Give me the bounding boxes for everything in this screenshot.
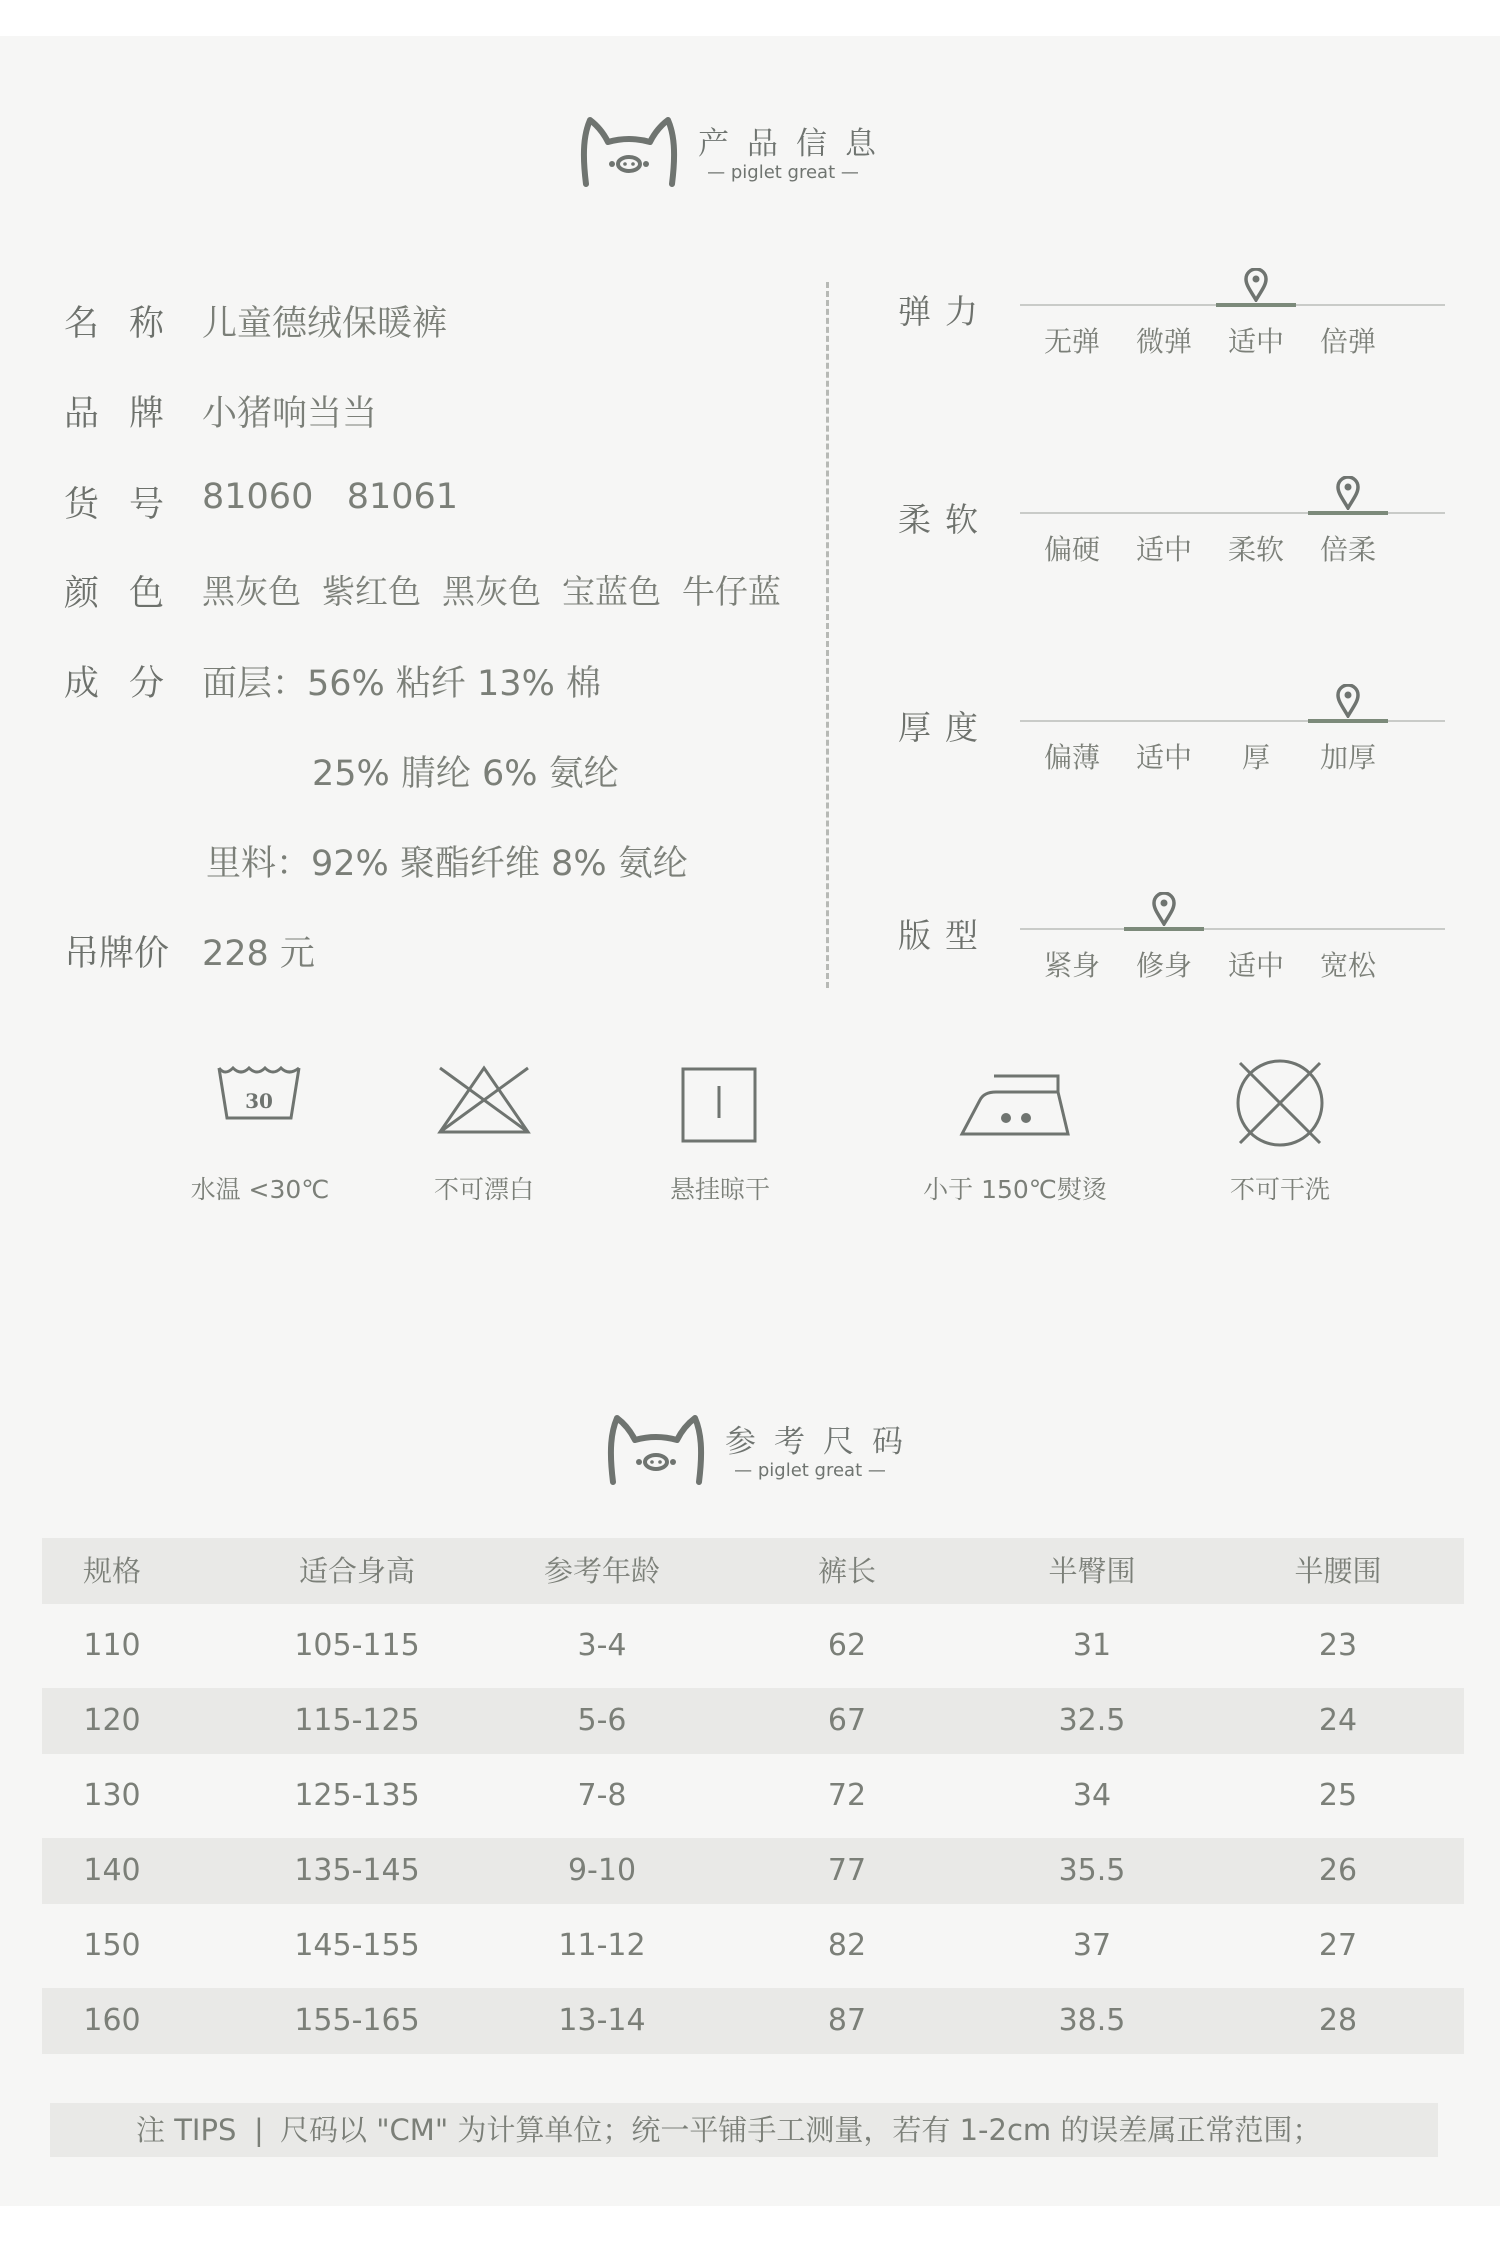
table-cell: 13-14 [558,2003,646,2038]
scale-selected-bar [1308,511,1388,515]
table-cell: 115-125 [294,1703,420,1738]
table-cell: 28 [1318,2003,1358,2038]
scale-option: 加厚 [1319,741,1376,774]
table-cell: 155-165 [294,2003,420,2038]
section-subtitle: — piglet great — [734,1460,886,1481]
care-no-dry-clean [1232,1055,1328,1151]
no-dry-clean-icon [1232,1055,1328,1151]
table-cell: 31 [1072,1628,1112,1663]
table-cell: 7-8 [577,1778,627,1813]
info-label: 货号 [64,485,195,525]
tips-bar [50,2103,1438,2157]
scale-option: 无弹 [1043,325,1100,358]
scale-selected-bar [1308,719,1388,723]
table-cell: 67 [827,1703,867,1738]
scale-option: 适中 [1227,325,1284,358]
table-cell: 32.5 [1058,1703,1126,1738]
table-cell: 26 [1318,1853,1358,1888]
location-pin-icon [1243,268,1269,302]
table-cell: 160 [83,2003,141,2038]
table-cell: 62 [827,1628,867,1663]
care-wash [215,1062,303,1122]
care-label: 水温 <30℃ [190,1175,330,1204]
info-value: 儿童德绒保暖裤 [202,304,448,344]
table-row [42,1763,1464,1829]
scale-option: 厚 [1241,741,1270,774]
section-subtitle: — piglet great — [707,162,859,183]
wash-30-icon [215,1062,303,1122]
care-label: 小于 150℃熨烫 [923,1175,1107,1204]
scale-selected-bar [1216,303,1296,307]
table-cell: 11-12 [558,1928,646,1963]
section-title: 产品信息 [698,126,894,162]
table-cell: 3-4 [577,1628,627,1663]
table-row [42,1613,1464,1679]
scale-option: 柔软 [1227,533,1284,566]
tips-text: 尺码以 "CM" 为计算单位；统一平铺手工测量，若有 1-2cm 的误差属正常范围； [280,2113,1322,2147]
scale-option: 紧身 [1043,949,1100,982]
scale-option: 倍柔 [1319,533,1376,566]
care-hang-dry [680,1066,758,1144]
table-header-cell: 规格 [82,1554,141,1588]
scale-label: 厚度 [898,708,992,747]
hang-dry-icon [680,1066,758,1144]
table-cell: 135-145 [294,1853,420,1888]
scale-selected-bar [1124,927,1204,931]
table-cell: 82 [827,1928,867,1963]
scale-option: 偏薄 [1043,741,1100,774]
info-value: 面层：56% 粘纤 13% 棉 [202,664,601,704]
scale-option: 倍弹 [1319,325,1376,358]
table-cell: 5-6 [577,1703,627,1738]
info-value: 25% 腈纶 6% 氨纶 [312,754,619,794]
table-cell: 9-10 [567,1853,637,1888]
wash-temp-badge: 30 [245,1089,273,1113]
scale-track [1020,928,1445,930]
table-cell: 140 [83,1853,141,1888]
table-cell: 23 [1318,1628,1358,1663]
location-pin-icon [1151,892,1177,926]
pig-logo-icon [578,112,678,190]
scale-option: 微弹 [1135,325,1192,358]
table-row [42,1688,1464,1754]
care-label: 不可漂白 [433,1175,534,1204]
divider [826,282,829,988]
info-label: 颜色 [64,574,195,614]
tips-separator: | [254,2113,264,2147]
table-cell: 24 [1318,1703,1358,1738]
size-header [605,1410,945,1510]
product-info-header [578,112,918,212]
table-cell: 120 [83,1703,141,1738]
table-header-cell: 适合身高 [298,1554,415,1588]
scale-option: 适中 [1135,533,1192,566]
scale-label: 柔软 [898,500,992,539]
table-cell: 25 [1318,1778,1358,1813]
scale-label: 版型 [898,916,992,955]
table-cell: 150 [83,1928,141,1963]
care-label: 悬挂晾干 [669,1175,770,1204]
info-label: 吊牌价 [64,934,170,974]
table-row [42,1988,1464,2054]
table-cell: 27 [1318,1928,1358,1963]
table-row [42,1838,1464,1904]
table-cell: 87 [827,2003,867,2038]
location-pin-icon [1335,476,1361,510]
info-value: 228 元 [202,934,315,974]
section-title: 参考尺码 [725,1424,921,1460]
pig-logo-icon [605,1410,705,1488]
scale-option: 修身 [1135,949,1192,982]
care-iron [958,1070,1072,1140]
table-header-cell: 半腰围 [1294,1554,1382,1588]
table-cell: 37 [1072,1928,1112,1963]
table-header-cell: 裤长 [817,1554,876,1588]
scale-label: 弹力 [898,292,992,331]
table-cell: 145-155 [294,1928,420,1963]
scale-option: 适中 [1227,949,1284,982]
info-value: 81060 81061 [202,477,459,517]
care-no-bleach [436,1062,532,1136]
location-pin-icon [1335,684,1361,718]
no-bleach-icon [436,1062,532,1136]
info-value: 黑灰色 紫红色 黑灰色 宝蓝色 牛仔蓝 [202,572,781,611]
iron-icon [958,1070,1072,1140]
tips-prefix: 注 TIPS [136,2113,237,2147]
table-cell: 72 [827,1778,867,1813]
scale-option: 适中 [1135,741,1192,774]
scale-option: 偏硬 [1043,533,1100,566]
table-cell: 34 [1072,1778,1112,1813]
info-label: 品牌 [64,394,195,434]
scale-option: 宽松 [1319,949,1376,982]
info-row-material-3 [206,836,688,886]
info-label: 成分 [64,664,195,704]
table-cell: 125-135 [294,1778,420,1813]
table-header-cell: 参考年龄 [543,1554,660,1588]
info-label: 名称 [64,304,195,344]
table-cell: 110 [83,1628,141,1663]
table-header-row [42,1538,1464,1604]
table-cell: 38.5 [1058,2003,1126,2038]
info-row-material-2 [312,746,619,796]
care-label: 不可干洗 [1229,1175,1330,1204]
table-cell: 130 [83,1778,141,1813]
info-value: 小猪响当当 [202,394,378,434]
table-header-cell: 半臀围 [1048,1554,1136,1588]
info-value: 里料：92% 聚酯纤维 8% 氨纶 [206,844,688,884]
table-cell: 35.5 [1058,1853,1126,1888]
table-cell: 77 [827,1853,867,1888]
table-row [42,1913,1464,1979]
table-cell: 105-115 [294,1628,420,1663]
